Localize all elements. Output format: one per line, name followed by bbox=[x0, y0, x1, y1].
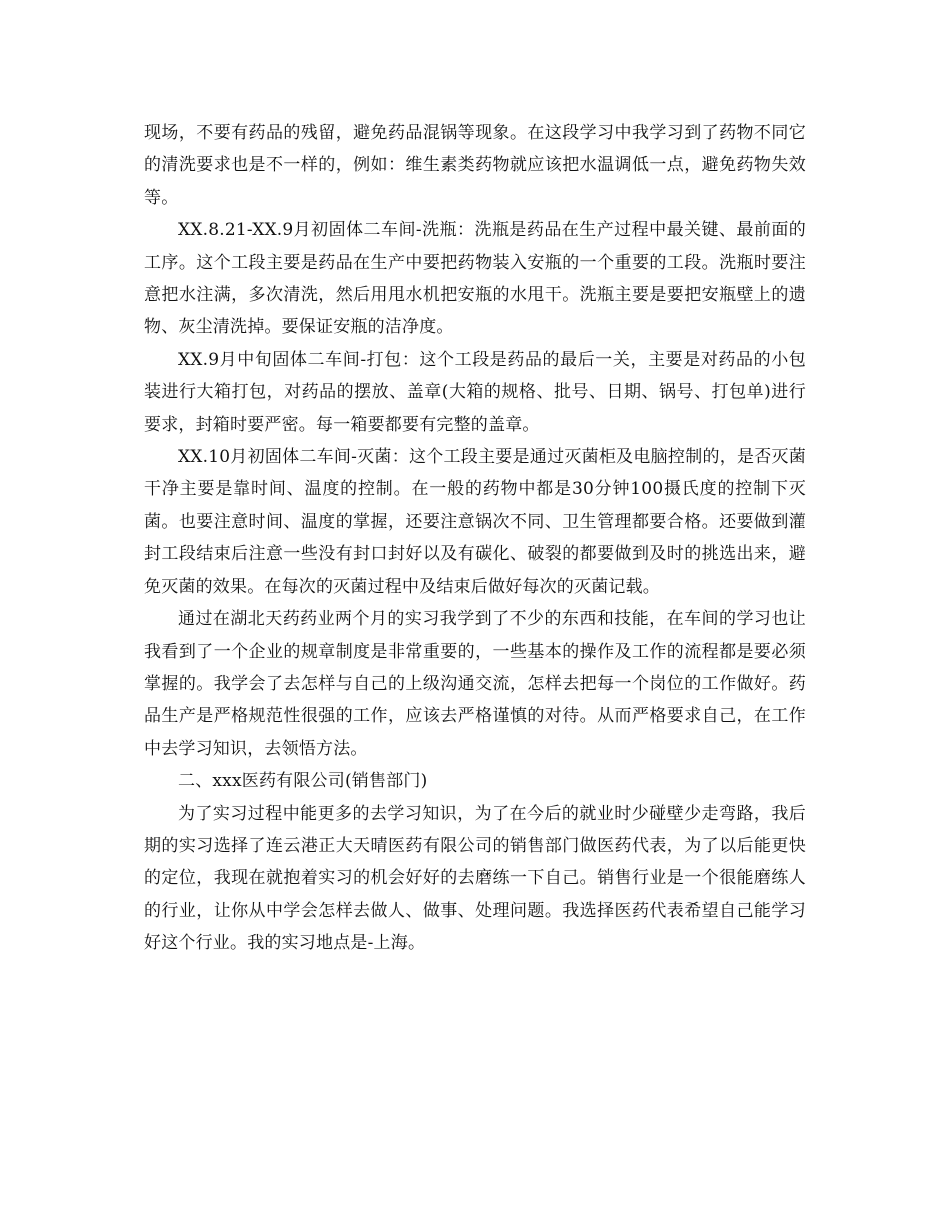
paragraph-packing: XX.9月中旬固体二车间-打包：这个工段是药品的最后一关，主要是对药品的小包装进行大箱打包，对药品的摆放、盖章(大箱的规格、批号、日期、锅号、打包单)进行要求，封箱时要严密。每一箱要都要有完整的盖章。 bbox=[144, 349, 806, 435]
paragraph-cleaning-continued: 现场，不要有药品的残留，避免药品混锅等现象。在这段学习中我学习到了药物不同它的清洗要求也是不一样的，例如：维生素类药物就应该把水温调低一点，避免药物失效等。 bbox=[144, 123, 806, 208]
document-page bbox=[144, 117, 806, 960]
paragraph-internship-summary: 通过在湖北天药药业两个月的实习我学到了不少的东西和技能，在车间的学习也让我看到了一个企业的规章制度是非常重要的，一些基本的操作及工作的流程都是要必须掌握的。我学会了去怎样与自己的上级沟通交流，怎样去把每一个岗位的工作做好。药品生产是严格规范性很强的工作，应该去严格谨慎的对待。从而严格要求自己，在工作中去学习知识，去领悟方法。 bbox=[144, 609, 806, 759]
paragraph-sales-internship: 为了实习过程中能更多的去学习知识，为了在今后的就业时少碰壁少走弯路，我后期的实习选择了连云港正大天晴医药有限公司的销售部门做医药代表，为了以后能更快的定位，我现在就抱着实习的机会好好的去磨练一下自己。销售行业是一个很能磨练人的行业，让你从中学会怎样去做人、做事、处理问题。我选择医药代表希望自己能学习好这个行业。我的实习地点是-上海。 bbox=[144, 803, 806, 954]
paragraph-bottle-washing: XX.8.21-XX.9月初固体二车间-洗瓶：洗瓶是药品在生产过程中最关键、最前面的工序。这个工段主要是药品在生产中要把药物装入安瓶的一个重要的工段。洗瓶时要注意把水注满，多次清洗，然后用甩水机把安瓶的水甩干。洗瓶主要是要把安瓶壁上的遗物、灰尘清洗掉。要保证安瓶的洁净度。 bbox=[144, 220, 806, 338]
section-heading-sales: 二、xxx医药有限公司(销售部门) bbox=[178, 771, 428, 792]
paragraph-sterilization: XX.10月初固体二车间-灭菌：这个工段主要是通过灭菌柜及电脑控制的，是否灭菌干净主要是靠时间、温度的控制。在一般的药物中都是30分钟100摄氏度的控制下灭菌。也要注意时间、温度的掌握，还要注意锅次不同、卫生管理都要合格。还要做到灌封工段结束后注意一些没有封口封好以及有碳化、破裂的都要做到及时的挑选出来，避免灭菌的效果。在每次的灭菌过程中及结束后做好每次的灭菌记载。 bbox=[144, 447, 806, 597]
